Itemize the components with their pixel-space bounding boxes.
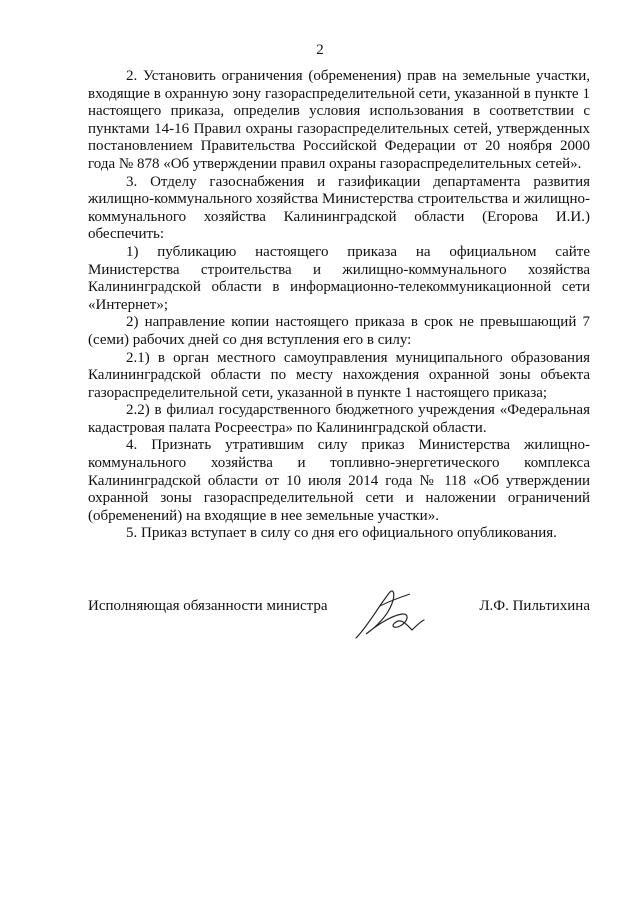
page-number: 2 bbox=[316, 42, 324, 58]
paragraph-item-5: 5. Приказ вступает в силу со дня его официального опубликования. bbox=[126, 525, 557, 542]
handwritten-signature bbox=[350, 586, 430, 646]
paragraph-item-3: 3. Отделу газоснабжения и газификации департамента развития жилищно-коммунального хозяйства Министерства строительства и жилищно-коммунального хозяйства Калининградской области (Егорова И.И.) обеспечить: bbox=[88, 173, 590, 243]
signature-block bbox=[88, 590, 590, 660]
paragraph-subitem-2: 2) направление копии настоящего приказа в срок не превышающий 7 (семи) рабочих дней со дня вступления его в силу: bbox=[88, 314, 590, 348]
paragraph-subitem-2-2: 2.2) в филиал государственного бюджетного учреждения «Федеральная кадастровая палата Росреестра» по Калининградской области. bbox=[88, 402, 590, 436]
signer-title: Исполняющая обязанности министра bbox=[88, 598, 328, 614]
paragraph-subitem-1: 1) публикацию настоящего приказа на официальном сайте Министерства строительства и жилищно-коммунального хозяйства Калининградской области в информационно-телекоммуникационной сети «Интернет»; bbox=[88, 243, 590, 313]
paragraph-subitem-2-1: 2.1) в орган местного самоуправления муниципального образования Калининградской области по месту нахождения охранной зоны объекта газораспределительной сети, указанной в пункте 1 настоящего приказа; bbox=[88, 349, 590, 401]
document-body bbox=[88, 68, 590, 543]
paragraph-item-4: 4. Признать утратившим силу приказ Министерства жилищно-коммунального хозяйства и топливно-энергетического комплекса Калининградской области от 10 июля 2014 года № 118 «Об утверждении охранной зоны газораспределительной сети и наложении ограничений (обременений) на входящие в нее земельные участки». bbox=[88, 437, 590, 524]
paragraph-item-2: 2. Установить ограничения (обременения) прав на земельные участки, входящие в охранную зону газораспределительной сети, указанной в пункте 1 настоящего приказа, определив условия использования в соответствии с пунктами 14-16 Правил охраны газораспределительных сетей, утвержденных постановлением Правительства Российской Федерации от 20 ноября 2000 года № 878 «Об утверждении правил охраны газораспределительных сетей». bbox=[88, 68, 590, 172]
signer-name: Л.Ф. Пильтихина bbox=[479, 598, 590, 614]
